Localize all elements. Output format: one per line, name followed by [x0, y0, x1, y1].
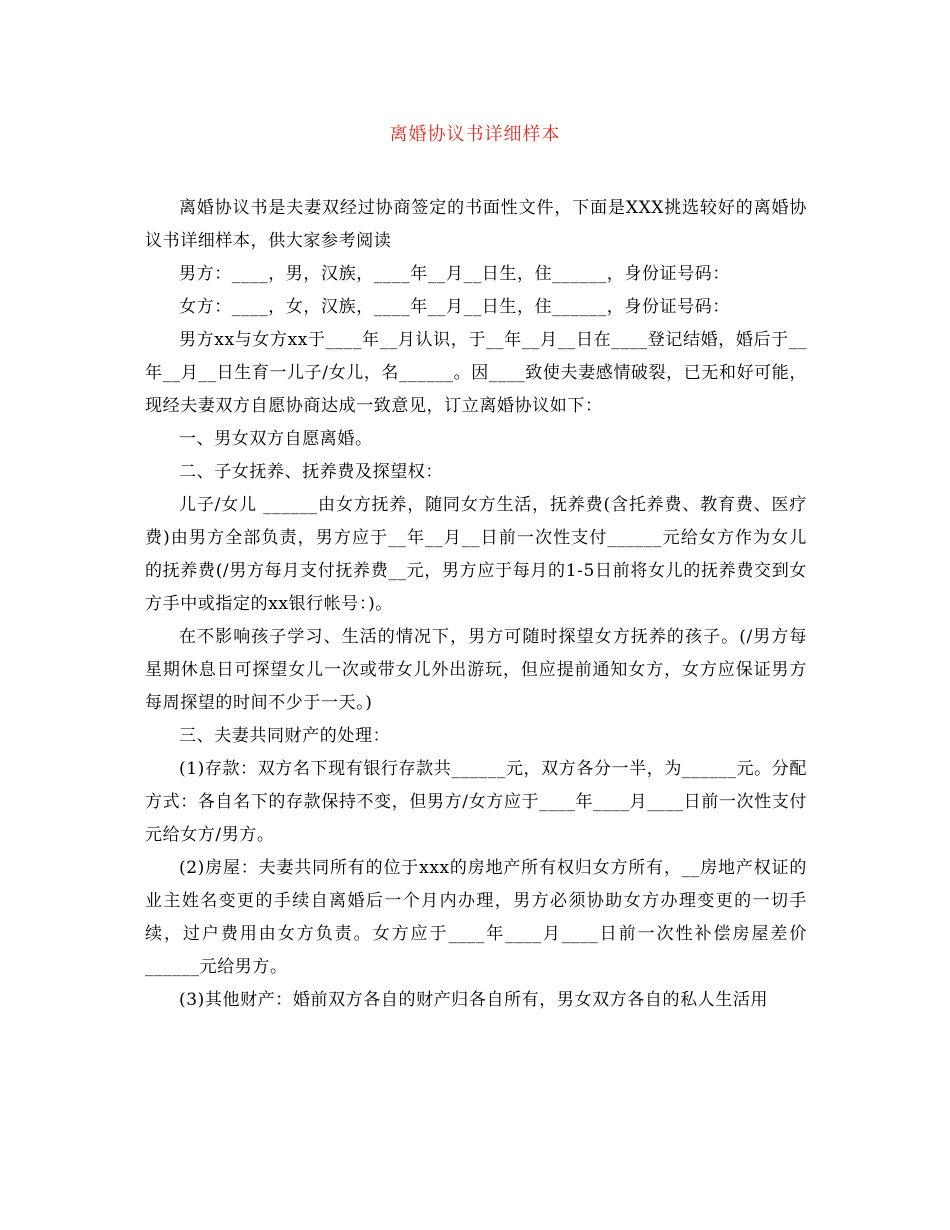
clause-2-heading: 二、子女抚养、抚养费及探望权：: [179, 462, 443, 482]
husband-info-line: 男方：____，男，汉族，____年__月__日生，住______，身份证号码：: [179, 264, 730, 284]
visitation-paragraph: 在不影响孩子学习、生活的情况下，男方可随时探望女方抚养的孩子。(/男方每星期休息日可探望女儿一次或带女儿外出游玩，但应提前通知女方，女方应保证男方每周探望的时间不少于一天。): [145, 627, 807, 713]
document-title: 离婚协议书详细样本: [389, 124, 561, 145]
clause-1-heading: 一、男女双方自愿离婚。: [179, 429, 373, 449]
house-paragraph: (2)房屋：夫妻共同所有的位于xxx的房地产所有权归女方所有，__房地产权证的业主姓名变更的手续自离婚后一个月内办理，男方必须协助女方办理变更的一切手续，过户费用由女方负责。女方应于____年____月____日前一次性补偿房屋差价______元给男方。: [145, 858, 807, 977]
deposits-paragraph: (1)存款：双方名下现有银行存款共______元，双方各分一半，为______元。分配方式：各自名下的存款保持不变，但男方/女方应于____年____月____日前一次性支付 元给女方/男方。: [145, 759, 807, 845]
child-custody-paragraph: 儿子/女儿 ______由女方抚养，随同女方生活，抚养费(含托养费、教育费、医疗费)由男方全部负责，男方应于__年__月__日前一次性支付______元给女方作为女儿的抚养费(/男方每月支付抚养费__元，男方应于每月的1-5日前将女儿的抚养费交到女方手中或指定的xx银行帐号：)。: [145, 495, 807, 614]
wife-info-line: 女方：____，女，汉族，____年__月__日生，住______，身份证号码：: [179, 297, 730, 317]
document-body: [145, 192, 807, 1017]
intro-paragraph: 离婚协议书是夫妻双经过协商签定的书面性文件，下面是XXX挑选较好的离婚协议书详细样本，供大家参考阅读: [145, 198, 807, 251]
other-property-paragraph: (3)其他财产：婚前双方各自的财产归各自所有，男女双方各自的私人生活用: [179, 990, 769, 1010]
clause-3-heading: 三、夫妻共同财产的处理：: [179, 726, 391, 746]
marriage-background-paragraph: 男方xx与女方xx于____年__月认识，于__年__月__日在____登记结婚，婚后于__年__月__日生育一儿子/女儿，名______。因____致使夫妻感情破裂，已无和好可能，现经夫妻双方自愿协商达成一致意见，订立离婚协议如下：: [145, 330, 807, 416]
